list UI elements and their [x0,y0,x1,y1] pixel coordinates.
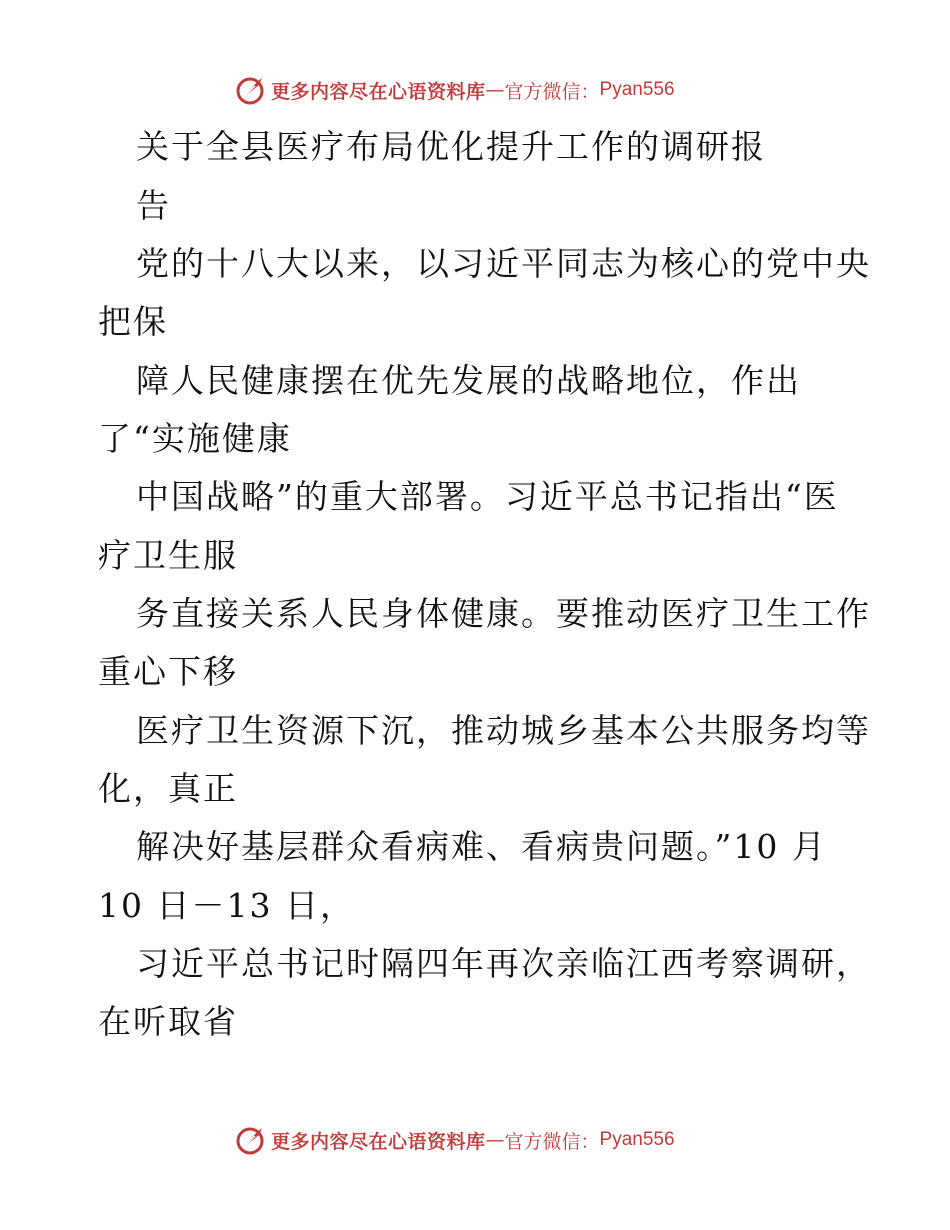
document-title-line-1: 关于全县医疗布局优化提升工作的调研报 [136,127,766,166]
paragraph-line: 中国战略”的重大部署。习近平总书记指出“医 [136,477,839,516]
paragraph-line: 10 日－13 日， [98,886,355,925]
watermark-separator: — [485,79,505,101]
header-watermark [235,72,675,108]
footer-watermark [235,1122,675,1158]
watermark-text: 更多内容尽在心语资料库 [271,80,486,103]
wechat-label: 官方微信： [504,1130,600,1153]
wechat-id: Pyan556 [599,1129,675,1150]
paragraph-line: 在听取省 [98,1002,238,1041]
watermark-separator: — [485,1129,505,1151]
document-title-line-2: 告 [136,186,171,225]
quill-logo-icon [235,1124,267,1156]
paragraph-line: 解决好基层群众看病难、看病贵问题。”10 月 [136,827,827,866]
paragraph-line: 了“实施健康 [98,419,292,458]
paragraph-line: 把保 [98,302,168,341]
paragraph-line: 化，真正 [98,769,238,808]
paragraph-line: 重心下移 [98,652,238,691]
paragraph-line: 障人民健康摆在优先发展的战略地位，作出 [136,361,801,400]
paragraph-line: 医疗卫生资源下沉，推动城乡基本公共服务均等 [136,711,871,750]
wechat-id: Pyan556 [599,79,675,100]
paragraph-line: 务直接关系人民身体健康。要推动医疗卫生工作 [136,594,871,633]
wechat-label: 官方微信： [504,80,600,103]
quill-logo-icon [235,74,267,106]
paragraph-line: 疗卫生服 [98,536,238,575]
paragraph-line: 党的十八大以来，以习近平同志为核心的党中央 [136,244,871,283]
watermark-text: 更多内容尽在心语资料库 [271,1130,486,1153]
paragraph-line: 习近平总书记时隔四年再次亲临江西考察调研， [136,944,871,983]
